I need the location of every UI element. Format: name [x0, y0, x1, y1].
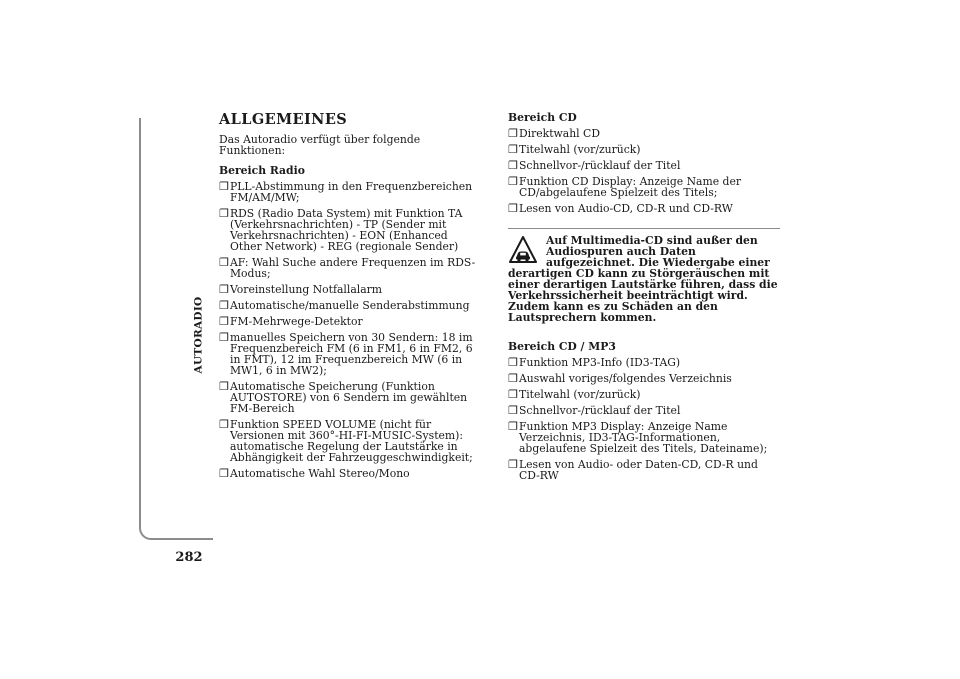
list-item: ❐ AF: Wahl Suche andere Frequenzen im RDS-Modus; [219, 256, 476, 280]
bullet-box-icon: ❐ [508, 372, 518, 385]
bullet-box-icon: ❐ [508, 127, 518, 140]
list-item: ❐ Automatische Speicherung (Funktion AUTOSTORE) von 6 Sendern im gewählten FM-Bereich [219, 380, 468, 415]
bullet-box-icon: ❐ [219, 283, 229, 296]
cd-heading: Bereich CD [508, 111, 577, 124]
radio-heading: Bereich Radio [219, 164, 305, 177]
section-heading: ALLGEMEINES [219, 111, 348, 128]
bullet-box-icon: ❐ [219, 418, 229, 431]
list-item: ❐ Titelwahl (vor/zurück) [508, 388, 641, 401]
list-item: ❐ manuelles Speichern von 30 Sendern: 18 im Frequenzbereich FM (6 in FM1, 6 in FM2, 6 in FMT), 12 im Frequenzbereich MW (6 in MW1, 6 in MW2); [219, 331, 473, 377]
mp3-feature-list [508, 357, 780, 481]
list-item: ❐ PLL-Abstimmung in den Frequenzbereichen FM/AM/MW; [219, 180, 473, 204]
list-item: ❐ FM-Mehrwege-Detektor [219, 315, 363, 328]
list-item: ❐ Titelwahl (vor/zurück) [508, 143, 641, 156]
list-item: ❐ Funktion CD Display: Anzeige Name der CD/abgelaufene Spielzeit des Titels; [508, 175, 742, 199]
intro-text: Das Autoradio verfügt über folgende Funktionen: [219, 133, 421, 157]
list-item: ❐ Automatische Wahl Stereo/Mono [219, 467, 410, 480]
bullet-box-icon: ❐ [508, 458, 518, 471]
bullet-box-icon: ❐ [508, 388, 518, 401]
right-column [508, 112, 780, 486]
list-item: ❐ Funktion MP3 Display: Anzeige Name Verzeichnis, ID3-TAG-Informationen, abgelaufene Spielzeit des Titels, Dateiname); [508, 420, 768, 455]
list-item: ❐ Lesen von Audio-CD, CD-R und CD-RW [508, 202, 733, 215]
section-tab [178, 290, 218, 380]
bullet-box-icon: ❐ [508, 202, 518, 215]
bullet-box-icon: ❐ [219, 207, 229, 220]
list-item: ❐ Schnellvor-/rücklauf der Titel [508, 404, 681, 417]
list-item: ❐ Funktion SPEED VOLUME (nicht für Versionen mit 360°-HI-FI-MUSIC-System): automatische Regelung der Lautstärke in Abhängigkeit der Fahrzeuggeschwindigkeit; [219, 418, 473, 464]
mp3-heading: Bereich CD / MP3 [508, 340, 616, 353]
list-item: ❐ Auswahl voriges/folgendes Verzeichnis [508, 372, 732, 385]
bullet-box-icon: ❐ [508, 420, 518, 433]
radio-feature-list [219, 181, 481, 479]
bullet-box-icon: ❐ [219, 380, 229, 393]
warning-triangle-icon [508, 235, 538, 265]
bullet-box-icon: ❐ [508, 404, 518, 417]
list-item: ❐ Direktwahl CD [508, 127, 600, 140]
list-item: ❐ Schnellvor-/rücklauf der Titel [508, 159, 681, 172]
list-item: ❐ Funktion MP3-Info (ID3-TAG) [508, 356, 681, 369]
bullet-box-icon: ❐ [219, 331, 229, 344]
section-label: AUTORADIO [192, 296, 204, 374]
bullet-box-icon: ❐ [508, 175, 518, 188]
warning-block [508, 228, 780, 323]
bullet-box-icon: ❐ [508, 159, 518, 172]
bullet-box-icon: ❐ [219, 180, 229, 193]
bullet-box-icon: ❐ [219, 315, 229, 328]
bullet-box-icon: ❐ [219, 467, 229, 480]
list-item: ❐ Automatische/manuelle Senderabstimmung [219, 299, 470, 312]
bullet-box-icon: ❐ [508, 356, 518, 369]
bullet-box-icon: ❐ [219, 256, 229, 269]
left-column [219, 112, 481, 484]
list-item: ❐ Lesen von Audio- oder Daten-CD, CD-R und CD-RW [508, 458, 758, 482]
warning-text: Auf Multimedia-CD sind außer den Audiospuren auch Daten aufgezeichnet. Die Wiedergabe einer derartigen CD kann zu Störgeräuschen mit einer derartigen Lautstärke führen, dass die Verkehrssicherheit beeinträchtigt wird. Zudem kann es zu Schäden an den Lautsprechern kommen. [508, 234, 778, 324]
bullet-box-icon: ❐ [219, 299, 229, 312]
list-item: ❐ Voreinstellung Notfallalarm [219, 283, 383, 296]
cd-feature-list [508, 128, 780, 214]
list-item: ❐ RDS (Radio Data System) mit Funktion TA (Verkehrsnachrichten) - TP (Sender mit Verkehrsnachrichten) - EON (Enhanced Other Network) - REG (regionale Sender) [219, 207, 463, 253]
page-number: 282 [175, 550, 203, 565]
bullet-box-icon: ❐ [508, 143, 518, 156]
